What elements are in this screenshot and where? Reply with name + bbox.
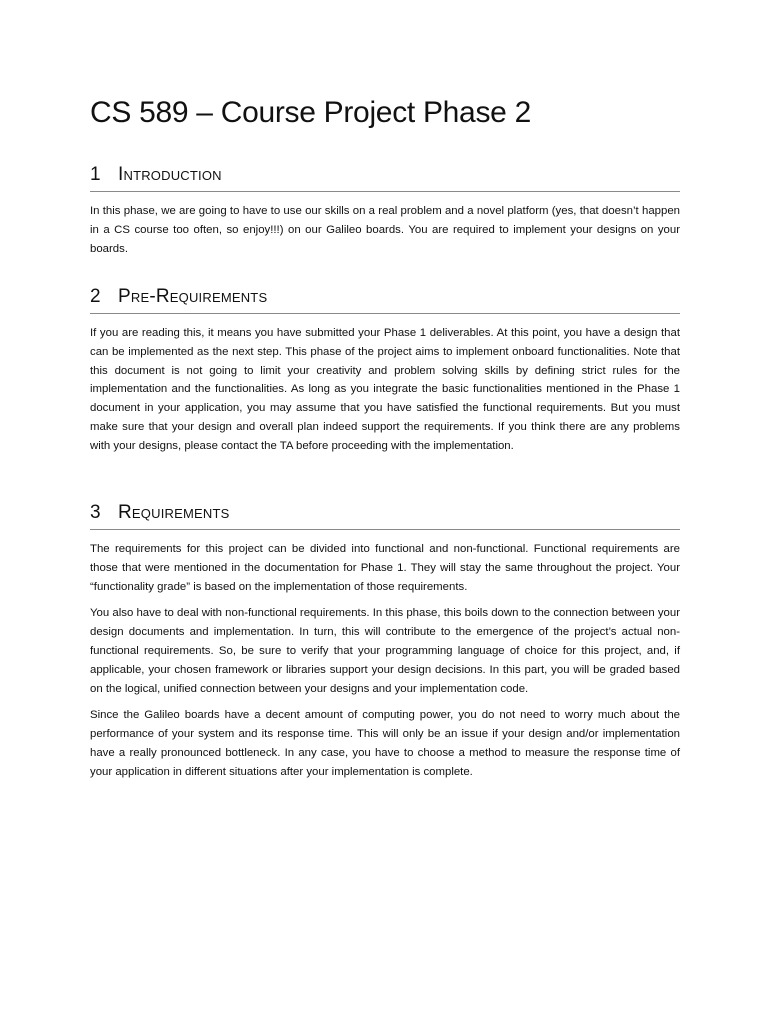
section-heading <box>90 284 680 314</box>
section-number: 2 <box>90 286 101 307</box>
paragraph: The requirements for this project can be divided into functional and non-functional. Functional requirements are those that were mentioned in the documentation for Phase 1. They will stay the same throughout the project. Your “functionality grade” is based on the implementation of those requirements. <box>90 543 680 593</box>
document-title: CS 589 – Course Project Phase 2 <box>90 96 531 129</box>
section-pre-requirements <box>90 284 680 464</box>
section-title: Introduction <box>118 164 222 185</box>
section-number: 3 <box>90 502 101 523</box>
section-number: 1 <box>90 164 101 185</box>
section-title: Requirements <box>118 502 230 523</box>
section-heading <box>90 162 680 192</box>
paragraph: Since the Galileo boards have a decent amount of computing power, you do not need to worry much about the performance of your system and its response time. This will only be an issue if your design and/or implementation have a really pronounced bottleneck. In any case, you have to choose a method to measure the response time of your application in different situations after your implementation is complete. <box>90 709 680 778</box>
section-introduction <box>90 162 680 266</box>
section-heading <box>90 500 680 530</box>
paragraph: You also have to deal with non-functional requirements. In this phase, this boils down to the connection between your design documents and implementation. In turn, this will contribute to the emergence of the project’s actual non-functional requirements. So, be sure to verify that your programming language of choice for this project, and, if applicable, your chosen framework or libraries support your design decisions. In this part, you will be graded based on the logical, unified connection between your designs and your implementation code. <box>90 607 680 695</box>
section-body <box>90 540 680 782</box>
section-body <box>90 202 680 258</box>
section-requirements <box>90 500 680 790</box>
paragraph: If you are reading this, it means you have submitted your Phase 1 deliverables. At this point, you have a design that can be implemented as the next step. This phase of the project aims to implement onboard functionalities. Note that this document is not going to limit your creativity and problem solving skills by defining strict rules for the implementation and the functionalities. As long as you integrate the basic functionalities mentioned in the Phase 1 document in your application, you may assume that you have satisfied the functional requirements. But you must make sure that your design and overall plan indeed support the requirements. If you think there are any problems with your designs, please contact the TA before proceeding with the implementation. <box>90 327 680 452</box>
paragraph: In this phase, we are going to have to use our skills on a real problem and a novel platform (yes, that doesn’t happen in a CS course too often, so enjoy!!!) on our Galileo boards. You are required to implement your designs on your boards. <box>90 205 680 255</box>
section-title: Pre-Requirements <box>118 286 268 307</box>
section-body <box>90 324 680 456</box>
